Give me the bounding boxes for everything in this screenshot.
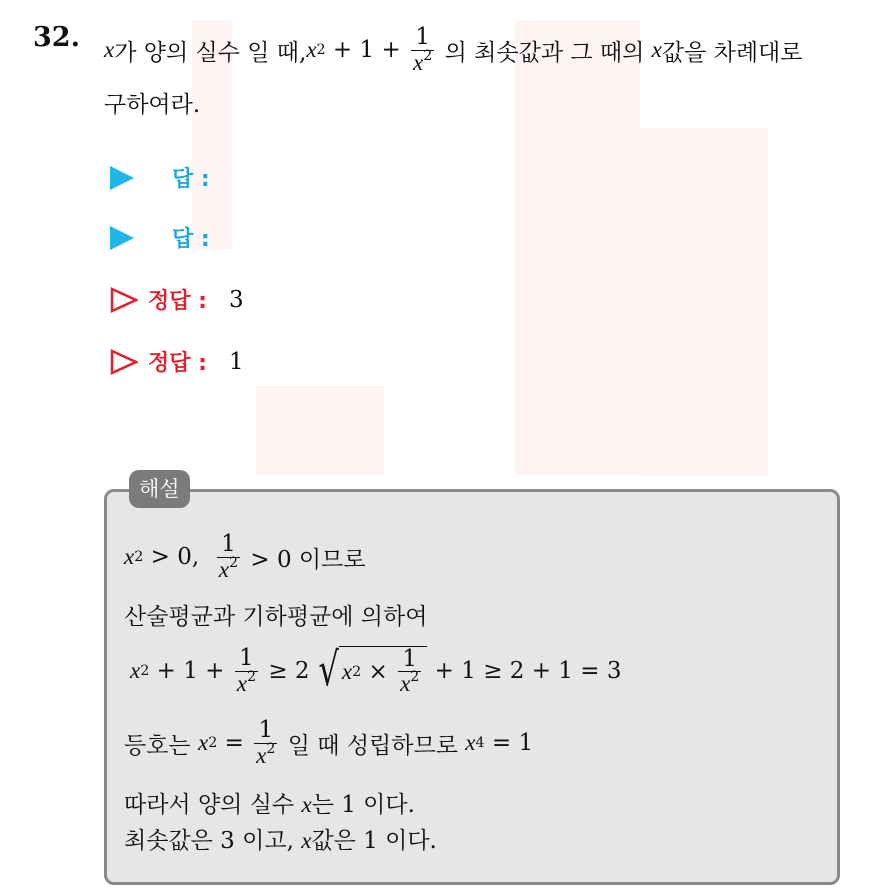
solution-line-3: x 2 + 1 + $\frac{1}{x^2}$ ≥ 2 √ x 2 × $\frac{1}{x^2}$ + 1 ≥ 2 + 1 = 3 <box>130 641 622 696</box>
answer-row-1 <box>110 162 210 193</box>
question-text: 가 양의 실수 일 때, <box>114 39 307 66</box>
expr-text: + 1 + <box>149 658 232 684</box>
expr-text: > 0 이므로 <box>243 546 366 573</box>
question-text: 값을 차례대로 <box>661 39 803 66</box>
expr-text: + 1 ≥ 2 + 1 = 3 <box>427 658 622 684</box>
var-x: x <box>256 742 267 768</box>
exponent: 2 <box>228 554 239 571</box>
fraction-denominator <box>235 668 258 696</box>
var-x: x <box>413 49 424 75</box>
solution-text: 는 1 이다. <box>311 792 415 818</box>
exponent: 2 <box>246 668 257 685</box>
solution-line-1: x 2 > 0, $\frac{1}{x^2}$ > 0 이므로 <box>124 531 366 582</box>
var-x: x <box>306 37 317 62</box>
var-x: x <box>104 37 115 62</box>
exponent: 2 <box>410 669 420 686</box>
fraction-numerator: 1 <box>398 647 421 672</box>
solution-line-6 <box>124 822 437 855</box>
solution-text: 따라서 양의 실수 <box>124 792 302 818</box>
exponent: 2 <box>423 47 433 64</box>
expr-text: × <box>361 658 396 685</box>
radicand: x 2 × $\frac{1}{x^2}$ <box>339 646 428 696</box>
watermark-block <box>256 385 384 475</box>
radical-sign-icon: √ <box>317 641 339 696</box>
correct-answer-value: 3 <box>228 286 244 313</box>
question-number: 32. <box>33 22 80 53</box>
var-x: x <box>301 828 312 853</box>
fraction-denominator <box>217 554 240 582</box>
exponent: 2 <box>266 740 276 757</box>
expr-text: = <box>217 730 252 756</box>
fraction <box>235 646 258 695</box>
play-triangle-icon <box>110 166 134 190</box>
var-x: x <box>197 730 209 755</box>
var-x: x <box>124 544 135 569</box>
fraction-numerator: 1 <box>254 718 277 743</box>
correct-answer-row-2 <box>110 346 244 377</box>
watermark-block <box>640 128 768 476</box>
solution-text: 최솟값은 3 이고, <box>124 828 302 854</box>
fraction <box>398 647 421 696</box>
fraction-numerator: 1 <box>411 25 434 50</box>
solution-line-5 <box>124 786 415 819</box>
play-triangle-icon <box>110 226 134 250</box>
question-line-1: x 가 양의 실수 일 때, x 2 + 1 + $\frac{1}{x^2}$ 의 최솟값과 그 때의 x 값을 차례대로 <box>104 24 803 75</box>
var-x: x <box>651 37 662 62</box>
answer-label: 답 : <box>172 167 210 192</box>
fraction-numerator: 1 <box>217 532 240 557</box>
fraction <box>217 532 240 581</box>
expr-text: + 1 + <box>325 37 409 63</box>
watermark-block <box>515 20 640 475</box>
solution-line-4: 등호는 x 2 = $\frac{1}{x^2}$ 일 때 성립하므로 x 4 = 1 <box>124 717 534 768</box>
outline-triangle-icon <box>110 349 138 375</box>
var-x: x <box>130 658 141 683</box>
solution-text: 값은 1 이다. <box>311 828 437 854</box>
correct-answer-row-1 <box>110 284 244 315</box>
correct-answer-label: 정답 : <box>148 351 207 376</box>
solution-tag: 해설 <box>129 470 190 508</box>
fraction-numerator: 1 <box>235 646 258 671</box>
var-x: x <box>341 658 353 684</box>
correct-answer-label: 정답 : <box>148 289 207 314</box>
expr-text: ≥ 2 <box>261 658 310 684</box>
solution-line-2: 산술평균과 기하평균에 의하여 <box>124 604 428 630</box>
fraction-denominator <box>254 740 277 768</box>
var-x: x <box>218 556 229 582</box>
correct-answer-value: 1 <box>228 348 244 375</box>
var-x: x <box>301 792 312 817</box>
fraction <box>254 718 277 767</box>
var-x: x <box>236 670 247 696</box>
var-x: x <box>400 671 411 696</box>
solution-text: 일 때 성립하므로 <box>280 732 466 759</box>
fraction <box>411 25 434 74</box>
answer-row-2 <box>110 222 210 253</box>
answer-label: 답 : <box>172 227 210 252</box>
square-root <box>314 641 428 696</box>
question-line-2: 구하여라. <box>104 92 201 118</box>
fraction-denominator <box>411 47 434 75</box>
expr-text: = 1 <box>484 730 534 756</box>
outline-triangle-icon <box>110 287 138 313</box>
expr-text: > 0, <box>143 544 214 570</box>
var-x: x <box>465 730 476 755</box>
solution-text: 등호는 <box>124 732 198 759</box>
fraction-denominator <box>398 669 421 696</box>
question-text: 의 최솟값과 그 때의 <box>437 39 652 66</box>
